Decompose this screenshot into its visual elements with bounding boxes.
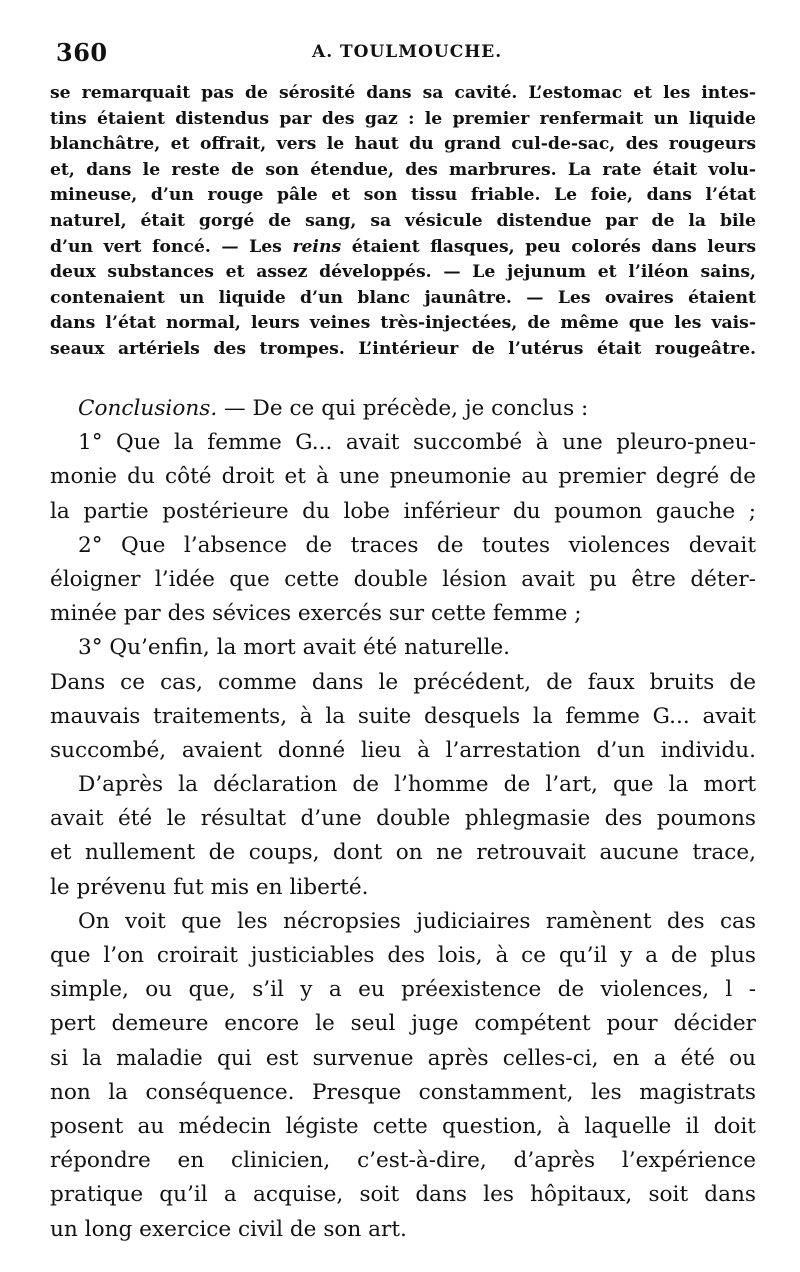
text-line: d’un vert foncé. — Les reins étaient flasques, peu colorés dans leurs xyxy=(50,236,757,257)
text-line: un long exercice civil de son art. xyxy=(50,1216,407,1242)
text-line: non la conséquence. Presque constamment, les magistrats xyxy=(50,1079,756,1105)
text-line: le prévenu fut mis en liberté. xyxy=(50,874,369,900)
text-line: répondre en clinicien, c’est-à-dire, d’après l’expérience xyxy=(50,1148,756,1174)
autopsy-paragraph xyxy=(50,81,756,363)
text-line: dans l’état normal, leurs veines très-injectées, de même que les vais- xyxy=(50,313,756,334)
text-line: monie du côté droit et à une pneumonie au premier degré de xyxy=(50,464,756,490)
text-line: naturel, était gorgé de sang, sa vésicule distendue par de la bile xyxy=(50,210,756,231)
text-line: On voit que les nécropsies judiciaires ramènent des cas xyxy=(78,908,756,934)
conclusions-intro-line xyxy=(50,392,756,426)
text-line: 1° Que la femme G... avait succombé à une pleuro-pneu- xyxy=(78,430,756,456)
text-line: minée par des sévices exercés sur cette femme ; xyxy=(50,601,582,627)
text-line: contenaient un liquide d’un blanc jaunâtre. — Les ovaires étaient xyxy=(50,287,756,308)
text-line: simple, ou que, s’il y a eu préexistence de violences, l - xyxy=(50,977,756,1003)
text-line: D’après la déclaration de l’homme de l’art, que la mort xyxy=(78,772,756,798)
text-line: si la maladie qui est survenue après celles-ci, en a été ou xyxy=(50,1045,756,1071)
text-line: avait été le résultat d’une double phlegmasie des poumons xyxy=(50,806,756,832)
text-line: tins étaient distendus par des gaz : le premier renfermait un liquide xyxy=(50,108,756,129)
text-line: 2° Que l’absence de traces de toutes violences devait xyxy=(78,532,756,558)
text-line: blanchâtre, et offrait, vers le haut du grand cul-de-sac, des rougeurs xyxy=(50,134,756,155)
text-line: et nullement de coups, dont on ne retrouvait aucune trace, xyxy=(50,840,756,866)
text-line: la partie postérieure du lobe inférieur du poumon gauche ; xyxy=(50,498,756,524)
text-line: deux substances et assez développés. — Le jejunum et l’iléon sains, xyxy=(50,262,756,283)
text-line: posent au médecin légiste cette question, à laquelle il doit xyxy=(50,1113,756,1139)
text-line: 3° Qu’enfin, la mort avait été naturelle. xyxy=(78,635,511,661)
page-number: 360 xyxy=(56,38,108,67)
conclusions-intro: — De ce qui précède, je conclus : xyxy=(217,396,589,421)
text-line: se remarquait pas de sérosité dans sa cavité. L’estomac et les intes- xyxy=(50,83,756,103)
running-title: A. TOULMOUCHE. xyxy=(312,42,503,62)
text-line: et, dans le reste de son étendue, des marbrures. La rate était volu- xyxy=(50,159,756,180)
text-line: mauvais traitements, à la suite desquels la femme G... avait xyxy=(50,703,756,729)
text-line: seaux artériels des trompes. L’intérieur de l’utérus était rougeâtre. xyxy=(50,338,756,359)
text-line: Dans ce cas, comme dans le précédent, de faux bruits de xyxy=(50,669,756,695)
text-line: que l’on croirait justiciables des lois, à ce qu’il y a de plus xyxy=(50,943,756,968)
text-line: pert demeure encore le seul juge compétent pour décider xyxy=(50,1011,756,1037)
text-line: succombé, avaient donné lieu à l’arrestation d’un individu. xyxy=(50,737,756,763)
text-line: pratique qu’il a acquise, soit dans les hôpitaux, soit dans xyxy=(50,1182,756,1208)
italic-word: reins xyxy=(292,236,342,257)
conclusions-section xyxy=(50,392,756,1247)
text-line: mineuse, d’un rouge pâle et son tissu friable. Le foie, dans l’état xyxy=(50,185,756,206)
text-line: éloigner l’idée que cette double lésion avait pu être déter- xyxy=(50,566,756,592)
conclusions-heading: Conclusions. xyxy=(78,396,218,421)
running-head xyxy=(56,38,756,68)
